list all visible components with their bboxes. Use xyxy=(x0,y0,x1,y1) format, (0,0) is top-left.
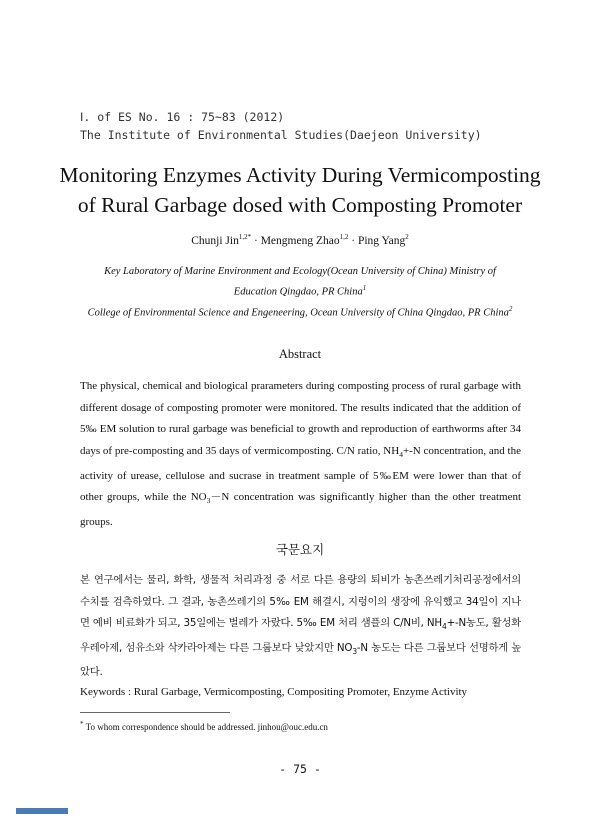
abstract-body xyxy=(80,376,521,534)
paper-title xyxy=(50,160,550,220)
korean-abstract-heading: 국문요지 xyxy=(275,542,325,557)
author-separator: · xyxy=(348,234,358,247)
affiliation-1-line-2 xyxy=(50,280,550,301)
abstract-text: －N concentration was significantly higher than the other treatment groups. xyxy=(80,491,522,528)
korean-text: +-N농도, 활성화 우레아제, 섬유소와 삭카라아제는 다른 그룹보다 낮았지만 NO xyxy=(80,617,521,654)
affiliation-2-text: College of Environmental Science and Engeneering, Ocean University of China Qingdao, PR China xyxy=(87,307,509,318)
affiliation-2 xyxy=(50,301,550,322)
korean-abstract-body xyxy=(80,570,521,684)
subscript: 4 xyxy=(399,449,403,459)
footnote-text: To whom correspondence should be addressed. jinhou@ouc.edu.cn xyxy=(83,722,328,732)
institute-name: The Institute of Environmental Studies(Daejeon University) xyxy=(80,128,482,142)
footnote-mark: * xyxy=(80,720,84,728)
abstract-text: +-N concentration, and the activity of urease, cellulose and sucrase in treatment sample of 5‰EM were lower than that of other groups, while the NO xyxy=(80,444,521,504)
author-affiliation-mark: 1,2 xyxy=(339,233,349,241)
footnote-divider xyxy=(80,712,230,713)
author-affiliation-mark: 2 xyxy=(405,233,409,241)
korean-text: -N 농도는 다른 그룹보다 선명하게 높았다. xyxy=(80,641,522,679)
affiliation-2-mark: 2 xyxy=(508,304,513,313)
affiliation-1-mark: 1 xyxy=(362,284,367,292)
journal-citation: Ⅰ. of ES No. 16 : 75~83 (2012) xyxy=(80,110,285,124)
page-number: - 75 - xyxy=(279,762,321,776)
author-name: Ping Yang xyxy=(357,234,406,247)
affiliation-1-text: Education Qingdao, PR China xyxy=(233,286,363,298)
journal-header xyxy=(80,108,482,144)
author-name: Chunji Jin xyxy=(191,234,239,247)
abstract-heading: Abstract xyxy=(278,347,322,361)
author-name: Mengmeng Zhao xyxy=(260,234,340,247)
korean-text: 본 연구에서는 물리, 화학, 생물적 처리과정 중 서로 다른 용량의 퇴비가 농촌쓰레기처리공정에서의 수치를 검측하였다. 그 결과, 농촌쓰레기의 5‰ EM 해결시, 지렁이의 생장에 유익했고 34일이 지나면 예비 비료화가 되고, 35일에는 벌레가 자랐다. 5‰ EM 처리 샘플의 C/N비, NH xyxy=(80,574,521,630)
title-line-1: Monitoring Enzymes Activity During Vermicomposting xyxy=(59,163,541,187)
footnote xyxy=(80,720,328,732)
abstract-text: The physical, chemical and biological prarameters during composting process of rural garbage with different dosage of composting promoter were monitored. The results indicated that the addition of 5‰ EM solution to rural garbage was beneficial to growth and reproduction of earthworms after 34 days of pre-composting and 35 days of vermicomposting. C/N ratio, NH xyxy=(80,380,521,457)
subscript: 3 xyxy=(206,496,211,506)
title-line-2: of Rural Garbage dosed with Composting Promoter xyxy=(77,193,523,217)
affiliations xyxy=(50,263,550,321)
subscript: 3 xyxy=(352,646,357,656)
corner-color-bar xyxy=(16,808,68,814)
keywords: Keywords : Rural Garbage, Vermicomposting, Compositing Promoter, Enzyme Activity xyxy=(80,686,468,698)
affiliation-1-line-1: Key Laboratory of Marine Environment and Ecology(Ocean University of China) Ministry of xyxy=(104,266,496,277)
author-separator: · xyxy=(251,234,261,247)
subscript: 4 xyxy=(441,622,447,632)
author-affiliation-mark: 1,2* xyxy=(238,233,252,241)
author-list xyxy=(50,233,550,247)
